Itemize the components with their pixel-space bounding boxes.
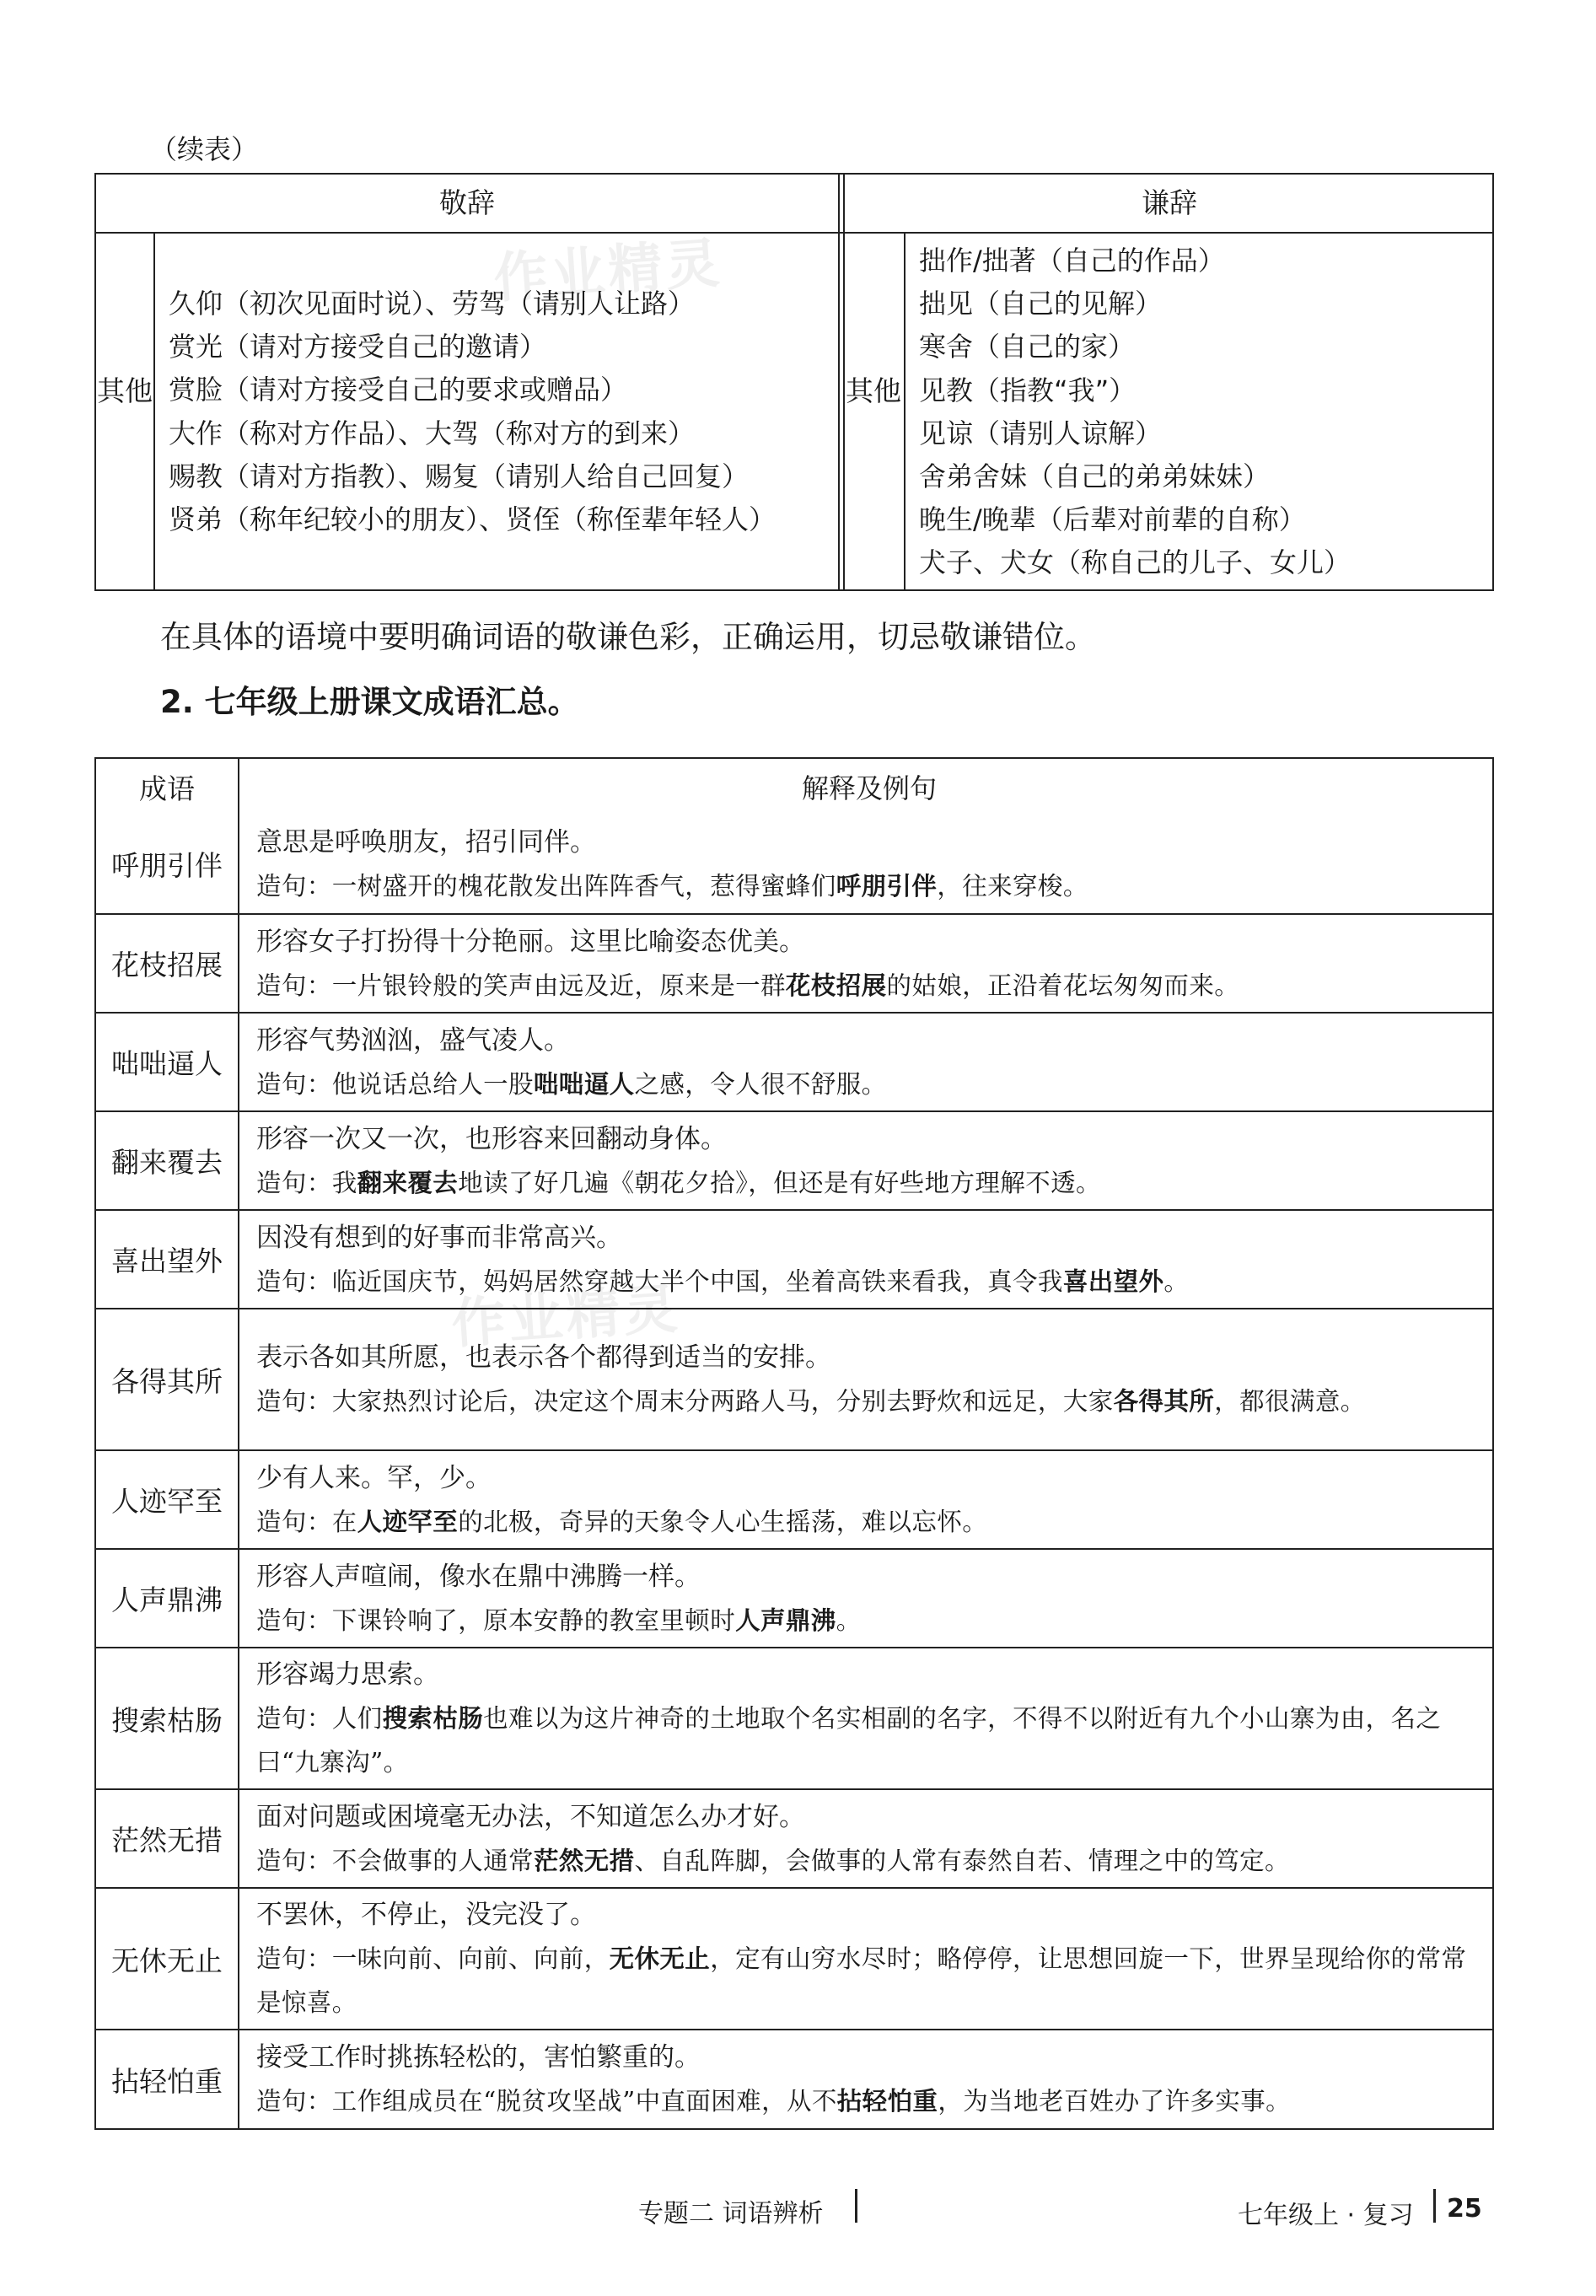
idiom-explanation: 意思是呼唤朋友，招引同伴。: [256, 826, 596, 858]
explanation-cell: [239, 2030, 1492, 2128]
idiom-cell: 人迹罕至: [96, 1451, 239, 1548]
example-sentence: [256, 1500, 1482, 1544]
table-row: [96, 1110, 1492, 1209]
example-idiom: 无休无止: [609, 1944, 711, 1973]
example-idiom: 拈轻怕重: [836, 2087, 938, 2116]
example-text: 大家热烈讨论后，决定这个周末分两路人马，分别去野炊和远足，大家: [331, 1387, 1114, 1416]
header-honorific: 敬辞: [439, 186, 495, 219]
list-item: 赏脸（请对方接受自己的要求或赠品）: [169, 374, 628, 406]
explanation-cell: [239, 1451, 1492, 1548]
example-idiom: 人声鼎沸: [735, 1605, 836, 1635]
example-text: 的姑娘，正沿着花坛匆匆而来。: [886, 971, 1240, 1000]
header-humble: 谦辞: [1142, 186, 1197, 219]
watermark: 作业精灵: [492, 232, 725, 311]
example-idiom: 花枝招展: [785, 971, 887, 1000]
table-row: [96, 2029, 1492, 2128]
example-prefix: 造句：: [256, 1266, 332, 1296]
table-row: [96, 815, 1492, 913]
idiom-cell: 花枝招展: [96, 915, 239, 1012]
example-prefix: 造句：: [256, 971, 332, 1000]
footer-topic: 专题二 词语辨析: [638, 2199, 824, 2229]
honorific-category: 其他: [97, 374, 153, 407]
explanation-cell: [239, 1550, 1492, 1647]
header-rule: [96, 232, 1492, 234]
idiom-explanation: 形容一次又一次，也形容来回翻动身体。: [256, 1123, 727, 1154]
example-text: 不会做事的人通常: [331, 1846, 534, 1875]
list-item: 舍弟舍妹（自己的弟弟妹妹）: [919, 460, 1271, 493]
example-text: 。: [836, 1605, 862, 1635]
header-explanation: 解释及例句: [801, 772, 937, 804]
idiom-explanation: 接受工作时挑拣轻松的，害怕繁重的。: [256, 2042, 701, 2073]
example-prefix: 造句：: [256, 2087, 332, 2116]
idiom-cell: 无休无止: [96, 1889, 239, 2029]
example-prefix: 造句：: [256, 1387, 332, 1416]
idiom-explanation: 形容人声喧闹，像水在鼎中沸腾一样。: [256, 1561, 701, 1592]
example-text: 他说话总给人一股: [331, 1069, 534, 1099]
explanation-cell: [239, 1014, 1492, 1110]
example-text: 工作组成员在“脱贫攻坚战”中直面困难，从不: [331, 2087, 837, 2116]
example-sentence: [256, 1379, 1482, 1423]
page-number: 25: [1447, 2194, 1482, 2223]
explanation-cell: [239, 1889, 1492, 2029]
idiom-cell: 翻来覆去: [96, 1112, 239, 1209]
table-row: [96, 1012, 1492, 1110]
example-text: ，为当地老百姓办了许多实事。: [938, 2087, 1291, 2116]
list-item: 拙作/拙著（自己的作品）: [919, 245, 1225, 277]
watermark: 作业精灵: [449, 1277, 683, 1357]
example-text: 一味向前、向前、向前，: [331, 1944, 610, 1973]
example-sentence: [256, 1062, 1482, 1106]
example-prefix: 造句：: [256, 1846, 332, 1875]
example-text: ，往来穿梭。: [937, 871, 1088, 901]
category-divider-right: [904, 232, 905, 589]
humble-list: [919, 239, 1351, 585]
idiom-cell: 拈轻怕重: [96, 2030, 239, 2128]
table-header-row: [96, 759, 1492, 815]
example-text: 一树盛开的槐花散发出阵阵香气，惹得蜜蜂们: [331, 871, 836, 901]
example-text: 的北极，奇异的天象令人心生摇荡，难以忘怀。: [458, 1507, 988, 1536]
table-row: [96, 1449, 1492, 1548]
example-sentence: [256, 964, 1482, 1008]
example-idiom: 翻来覆去: [357, 1168, 459, 1197]
explanation-cell: [239, 915, 1492, 1012]
example-idiom: 人迹罕至: [357, 1507, 459, 1536]
idiom-cell: 茫然无措: [96, 1790, 239, 1887]
honorific-list: [169, 282, 776, 541]
list-item: 赐教（请对方指教）、赐复（请别人给自己回复）: [169, 460, 750, 492]
example-prefix: 造句：: [256, 1704, 332, 1733]
idiom-cell: 人声鼎沸: [96, 1550, 239, 1647]
honorific-humble-table: [94, 173, 1494, 591]
continued-label: （续表）: [150, 133, 259, 165]
example-text: 一片银铃般的笑声由远及近，原来是一群: [331, 971, 786, 1000]
footer-grade: 七年级上 · 复习: [1238, 2201, 1414, 2230]
explanation-cell: [239, 1112, 1492, 1209]
example-idiom: 搜索枯肠: [382, 1704, 484, 1733]
idiom-rows: [96, 815, 1492, 2128]
table-row: [96, 913, 1492, 1012]
example-idiom: 茫然无措: [533, 1846, 635, 1875]
table-row: [96, 1548, 1492, 1647]
example-text: 人们: [331, 1704, 383, 1733]
list-item: 大作（称对方作品）、大驾（称对方的到来）: [169, 417, 696, 449]
example-text: 之感，令人很不舒服。: [634, 1069, 887, 1099]
list-item: 见谅（请别人谅解）: [919, 417, 1163, 449]
idiom-explanation: 形容女子打扮得十分艳丽。这里比喻姿态优美。: [256, 926, 805, 957]
example-text: ，都很满意。: [1214, 1387, 1366, 1416]
example-sentence: [256, 2079, 1482, 2123]
idiom-explanation: 不罢休，不停止，没完没了。: [256, 1900, 596, 1930]
footer-divider: [855, 2189, 857, 2223]
idiom-cell: 咄咄逼人: [96, 1014, 239, 1110]
idiom-cell: 各得其所: [96, 1309, 239, 1449]
example-text: 在: [331, 1507, 357, 1536]
idiom-cell: 搜索枯肠: [96, 1648, 239, 1788]
list-item: 晚生/晚辈（后辈对前辈的自称）: [919, 503, 1306, 536]
example-text: 、自乱阵脚，会做事的人常有泰然自若、情理之中的笃定。: [634, 1846, 1290, 1875]
explanation-cell: [239, 1790, 1492, 1887]
table-row: [96, 1308, 1492, 1449]
example-sentence: [256, 864, 1482, 908]
table-row: [96, 1209, 1492, 1308]
section-title: 2. 七年级上册课文成语汇总。: [160, 684, 579, 720]
example-text: 我: [331, 1168, 357, 1197]
list-item: 拙见（自己的见解）: [919, 288, 1163, 320]
example-prefix: 造句：: [256, 1605, 332, 1635]
table-row: [96, 1788, 1492, 1887]
example-prefix: 造句：: [256, 1507, 332, 1536]
example-prefix: 造句：: [256, 1168, 332, 1197]
idiom-explanation: 因没有想到的好事而非常高兴。: [256, 1222, 622, 1253]
usage-note: 在具体的语境中要明确词语的敬谦色彩，正确运用，切忌敬谦错位。: [160, 619, 1096, 655]
idiom-explanation: 表示各如其所愿，也表示各个都得到适当的安排。: [256, 1342, 831, 1373]
list-item: 贤弟（称年纪较小的朋友）、贤侄（称侄辈年轻人）: [169, 503, 777, 536]
idiom-table: [94, 757, 1494, 2130]
explanation-cell: [239, 1309, 1492, 1449]
idiom-cell: 喜出望外: [96, 1211, 239, 1308]
example-sentence: [256, 1161, 1482, 1205]
explanation-cell: [239, 815, 1492, 913]
example-text: 。: [1163, 1266, 1190, 1296]
table-divider: [838, 175, 845, 589]
category-divider-left: [153, 232, 155, 589]
idiom-explanation: 形容竭力思索。: [256, 1659, 439, 1690]
idiom-cell: 呼朋引伴: [96, 815, 239, 913]
idiom-explanation: 少有人来。罕，少。: [256, 1462, 492, 1493]
example-sentence: [256, 1839, 1482, 1883]
example-idiom: 喜出望外: [1062, 1266, 1164, 1296]
example-text: ，定有山穷水尽时；略停停，让思想回旋一下，世界呈现给你的常常是惊喜。: [256, 1944, 1467, 2017]
list-item: 赏光（请对方接受自己的邀请）: [169, 331, 547, 363]
example-sentence: [256, 1260, 1482, 1304]
example-idiom: 呼朋引伴: [836, 871, 938, 901]
explanation-cell: [239, 1648, 1492, 1788]
example-prefix: 造句：: [256, 1069, 332, 1099]
humble-category: 其他: [846, 374, 901, 407]
example-idiom: 各得其所: [1113, 1387, 1215, 1416]
example-text: 地读了好几遍《朝花夕拾》，但还是有好些地方理解不透。: [458, 1168, 1101, 1197]
example-idiom: 咄咄逼人: [533, 1069, 635, 1099]
example-sentence: [256, 1696, 1482, 1784]
example-text: 下课铃响了，原本安静的教室里顿时: [331, 1605, 736, 1635]
header-idiom: 成语: [96, 759, 239, 815]
example-sentence: [256, 1937, 1482, 2024]
table-row: [96, 1887, 1492, 2029]
footer-divider: [1433, 2189, 1436, 2223]
example-prefix: 造句：: [256, 871, 332, 901]
idiom-explanation: 形容气势汹汹，盛气凌人。: [256, 1024, 570, 1056]
list-item: 久仰（初次见面时说）、劳驾（请别人让路）: [169, 288, 696, 320]
example-sentence: [256, 1599, 1482, 1643]
example-text: 临近国庆节，妈妈居然穿越大半个中国，坐着高铁来看我，真令我: [331, 1266, 1063, 1296]
example-text: 也难以为这片神奇的土地取个名实相副的名字，不得不以附近有九个小山寨为由，名之曰“九寨沟”。: [256, 1704, 1442, 1777]
list-item: 寒舍（自己的家）: [919, 331, 1136, 363]
idiom-explanation: 面对问题或困境毫无办法，不知道怎么办才好。: [256, 1801, 805, 1832]
list-item: 犬子、犬女（称自己的儿子、女儿）: [919, 546, 1351, 579]
example-prefix: 造句：: [256, 1944, 332, 1973]
table-row: [96, 1647, 1492, 1788]
list-item: 见教（指教“我”）: [919, 374, 1137, 406]
explanation-cell: [239, 1211, 1492, 1308]
